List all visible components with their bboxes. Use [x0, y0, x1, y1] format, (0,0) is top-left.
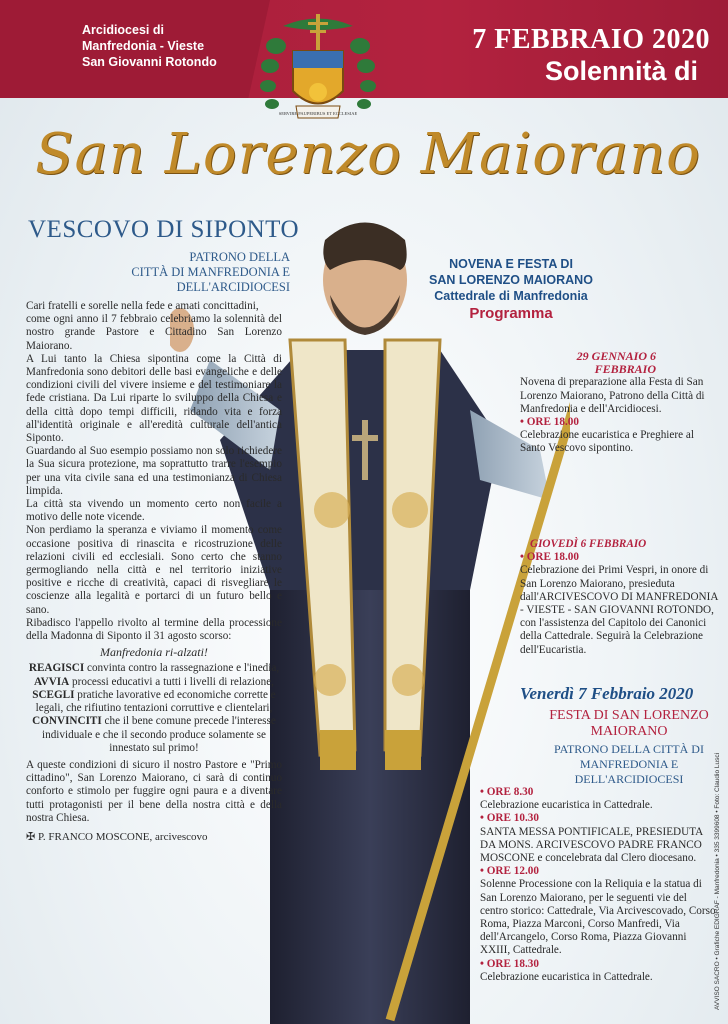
- letter-paragraph: Cari fratelli e sorelle nella fede e amati concittadini,: [26, 300, 259, 312]
- novena-dates: 29 GENNAIO 6 FEBBRAIO: [576, 349, 656, 377]
- diocese-line: Manfredonia - Vieste: [82, 39, 205, 53]
- diocese-name: [82, 22, 272, 70]
- event-time: • ORE 18.00: [520, 416, 579, 429]
- novena-header: [416, 256, 606, 322]
- letter-paragraph: Non perdiamo la speranza e viviamo il momento come occasione positiva di rinascita e ricostruzione delle relazioni civili ed ecclesiali. Sono certo che stanno germogliando nella città e nel territorio iniziative positive e ricche di creatività, capaci di risvegliare le coscienze alla legalità e portarci di un futuro bello e sano.: [26, 524, 282, 616]
- novena-title: NOVENA E FESTA DI: [449, 257, 573, 271]
- action-verb: AVVIA: [34, 675, 70, 688]
- program-location: Cattedrale di Manfredonia: [434, 289, 588, 303]
- subtitle: VESCOVO DI SIPONTO: [28, 216, 300, 243]
- patrono-line: CITTÀ DI MANFREDONIA E: [131, 265, 290, 279]
- action-text: che il bene comune precede l'interesse individuale e che il secondo produce solamente se innestato sul primo!: [42, 715, 276, 754]
- action-verb: SCEGLI: [32, 688, 75, 701]
- action-verb: CONVINCITI: [32, 715, 102, 728]
- letter-paragraph: Ribadisco l'appello rivolto al termine della processione della Madonna di Siponto il 31 agosto scorso:: [26, 616, 282, 643]
- novena-title-2: SAN LORENZO MAIORANO: [429, 273, 593, 287]
- action-verb: REAGISCI: [28, 662, 85, 675]
- event-text: SANTA MESSA PONTIFICALE, PRESIEDUTA DA MONS. ARCIVESCOVO PADRE FRANCO MOSCONE e concelebrata dal Clero diocesano.: [480, 825, 703, 865]
- patrono-subheading: PATRONO DELLA CITTÀ DI MANFREDONIA E DELL'ARCIDIOCESI: [554, 742, 704, 786]
- event-time: • ORE 12.00: [480, 865, 539, 878]
- event-time: • ORE 18.00: [520, 551, 579, 564]
- event-time: • ORE 8.30: [480, 786, 534, 798]
- action-item: [26, 689, 282, 715]
- program-friday-events: [480, 786, 716, 984]
- letter-paragraph: Guardando al Suo esempio possiamo non solo richiedere la Sua sicura protezione, ma soprattutto trarre l'esempio per una vita civile sana ed una testimonianza di Chiesa limpida.: [26, 445, 282, 497]
- letter-paragraph: A Lui tanto la Chiesa sipontina come la Città di Manfredonia sono debitori delle basi evangeliche e delle condizioni civili del vivere insieme e del testimoniare la fede cristiana. Da Lui riparte lo sviluppo della Chiesa e della città dopo tempi difficili, ridando vita e forza all'identità originale e all'eredità culturale dell'antica Siponto.: [26, 352, 282, 445]
- letter-motto: Manfredonia ri-alzati!: [100, 645, 208, 660]
- action-item: [26, 676, 282, 689]
- letter-paragraph: La città sta vivendo un momento certo non facile a motivo delle note vicende.: [26, 498, 282, 524]
- action-item: [26, 715, 282, 755]
- event-text: Celebrazione dei Primi Vespri, in onore di San Lorenzo Maiorano, presieduta dall'ARCIVESCOVO DI MANFREDONIA - VIESTE - SAN GIOVANNI ROTONDO, con l'assistenza del Capitolo dei Canonici della Cattedrale. Seguirà la Celebrazione dell'Eucaristia.: [520, 564, 718, 656]
- patrono-line: DELL'ARCIDIOCESI: [176, 280, 290, 294]
- coat-of-arms-icon: [258, 6, 378, 136]
- event-text: Solenne Processione con la Reliquia e la statua di San Lorenzo Maiorano, per le seguenti vie del centro storico: Cattedrale, Via Arcivescovado, Corso Roma, Piazza Marconi, Corso Manfredi, Via dell'Arcangelo, Corso Roma, Piazza Giovanni XXIII, Cattedrale.: [480, 878, 716, 957]
- festa-heading: FESTA DI SAN LORENZO MAIORANO: [549, 708, 709, 739]
- event-date: 7 FEBBRAIO 2020: [472, 24, 710, 55]
- letter-signature: ✠ P. FRANCO MOSCONE, arcivescovo: [26, 830, 208, 843]
- program-heading: Programma: [469, 305, 553, 322]
- friday-heading: Venerdì 7 Febbraio 2020: [520, 684, 694, 703]
- event-time: • ORE 10.30: [480, 812, 539, 825]
- novena-text: Novena di preparazione alla Festa di San Lorenzo Maiorano, Patrono della Città di Manfredonia e dell'Arcidiocesi.: [520, 376, 705, 415]
- event-time: • ORE 18.30: [480, 957, 539, 970]
- crest-motto: SERVIRE PAUPERIBUS ET ECCLESIAE: [278, 111, 358, 116]
- event-text: Celebrazione eucaristica in Cattedrale.: [480, 799, 653, 812]
- letter-closing: A queste condizioni di sicuro il nostro Pastore e "Primo cittadino", San Lorenzo Maiorano, ci sarà di continuo conforto e stimolo per fuggire ogni paura e a diventare tutti protagonisti per il bene della nostra città e della nostra Chiesa.: [26, 758, 282, 824]
- program-thursday: [470, 538, 718, 657]
- printer-credit: AVVISO SACRO • Grafiche EDIGRAF - Manfredonia • 335 3399608 • Foto: Claudio Lusci: [714, 752, 721, 1010]
- program-novena: [520, 350, 716, 456]
- thursday-heading: GIOVEDÌ 6 FEBBRAIO: [530, 538, 647, 550]
- bishop-letter: [26, 300, 282, 844]
- action-text: pratiche lavorative ed economiche corrette e legali, che rifiutino tentazioni corruttive e clientelari,: [35, 688, 276, 715]
- event-text: Celebrazione eucaristica e Preghiere al Santo Vescovo sipontino.: [520, 429, 694, 455]
- event-text: Celebrazione eucaristica in Cattedrale.: [480, 970, 653, 983]
- solennita-label: Solennità di: [544, 56, 698, 86]
- action-item: [26, 662, 282, 675]
- action-text: processi educativi a tutti i livelli di relazione,: [72, 675, 274, 688]
- patrono-line: PATRONO DELLA: [189, 250, 290, 264]
- action-text: convinta contro la rassegnazione e l'inedia,: [87, 662, 280, 675]
- diocese-line: San Giovanni Rotondo: [82, 55, 217, 69]
- diocese-line: Arcidiocesi di: [82, 23, 164, 37]
- page-title: San Lorenzo Maiorano: [35, 122, 701, 187]
- letter-paragraph: come ogni anno il 7 febbraio celebriamo la solennità del nostro grande Pastore e Cittadino San Lorenzo Maiorano.: [26, 313, 282, 352]
